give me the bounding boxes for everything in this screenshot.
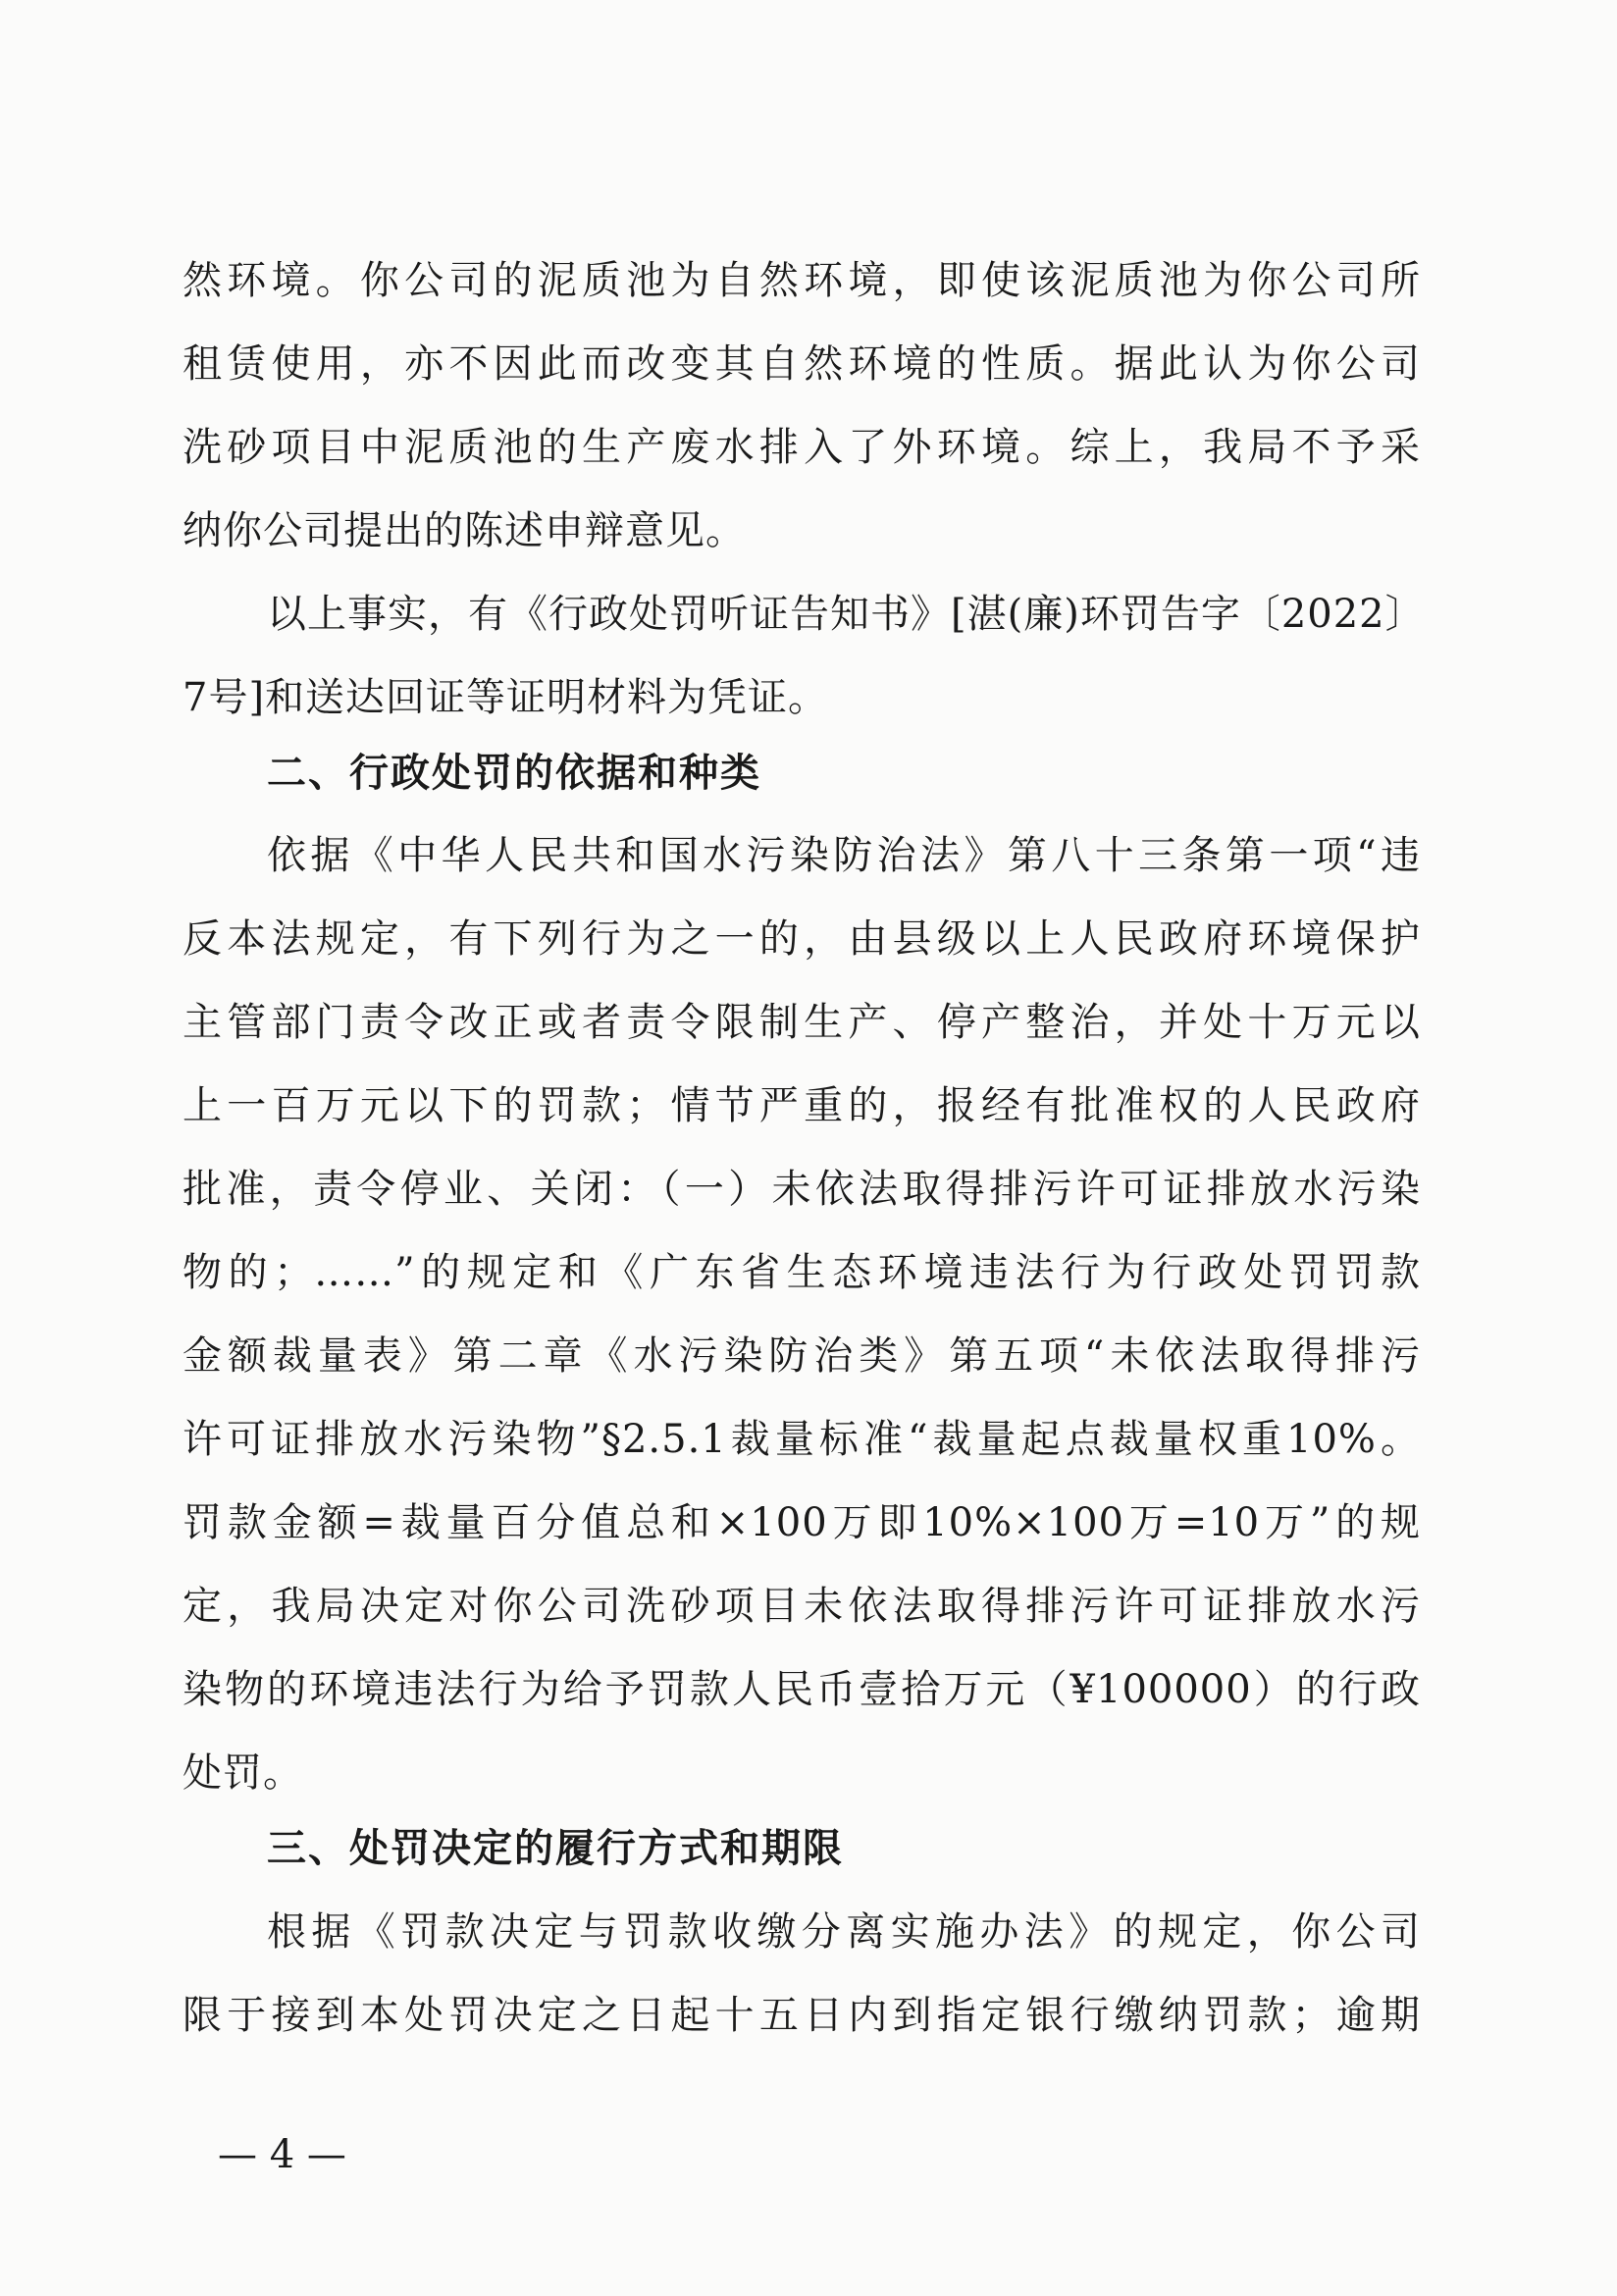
text-line: 纳你公司提出的陈述申辩意见。 [183,508,746,553]
text-line: 染物的环境违法行为给予罚款人民币壹拾万元（¥100000）的行政 [183,1667,1421,1712]
text-line: 租赁使用，亦不因此而改变其自然环境的性质。据此认为你公司 [183,341,1421,387]
text-line: 批准，责令停业、关闭：（一）未依法取得排污许可证排放水污染 [183,1167,1421,1212]
text-line: 根据《罚款决定与罚款收缴分离实施办法》的规定，你公司 [267,1909,1421,1955]
text-line: 7号]和送达回证等证明材料为凭证。 [183,675,829,720]
text-line: 依据《中华人民共和国水污染防治法》第八十三条第一项“违 [267,833,1421,878]
text-line: 反本法规定，有下列行为之一的，由县级以上人民政府环境保护 [183,916,1421,962]
text-line: 主管部门责令改正或者责令限制生产、停产整治，并处十万元以 [183,1000,1421,1045]
text-line: 金额裁量表》第二章《水污染防治类》第五项“未依法取得排污 [183,1333,1421,1379]
text-line: 物的；……”的规定和《广东省生态环境违法行为行政处罚罚款 [183,1250,1421,1295]
text-line: 洗砂项目中泥质池的生产废水排入了外环境。综上，我局不予采 [183,425,1421,470]
text-line: 限于接到本处罚决定之日起十五日内到指定银行缴纳罚款；逾期 [183,1993,1421,2038]
section-heading-2: 二、行政处罚的依据和种类 [267,751,761,796]
page-number: — 4 — [218,2132,346,2177]
text-line: 处罚。 [183,1750,303,1796]
text-line: 定，我局决定对你公司洗砂项目未依法取得排污许可证排放水污 [183,1584,1421,1629]
text-line: 以上事实，有《行政处罚听证告知书》[湛(廉)环罚告字〔2022〕 [267,592,1426,637]
text-line: 上一百万元以下的罚款；情节严重的，报经有批准权的人民政府 [183,1083,1421,1128]
section-heading-3: 三、处罚决定的履行方式和期限 [267,1826,844,1871]
text-line: 许可证排放水污染物”§2.5.1裁量标准“裁量起点裁量权重10%。 [183,1417,1421,1462]
text-line: 罚款金额=裁量百分值总和×100万即10%×100万=10万”的规 [183,1500,1421,1545]
text-line: 然环境。你公司的泥质池为自然环境，即使该泥质池为你公司所 [183,258,1421,303]
